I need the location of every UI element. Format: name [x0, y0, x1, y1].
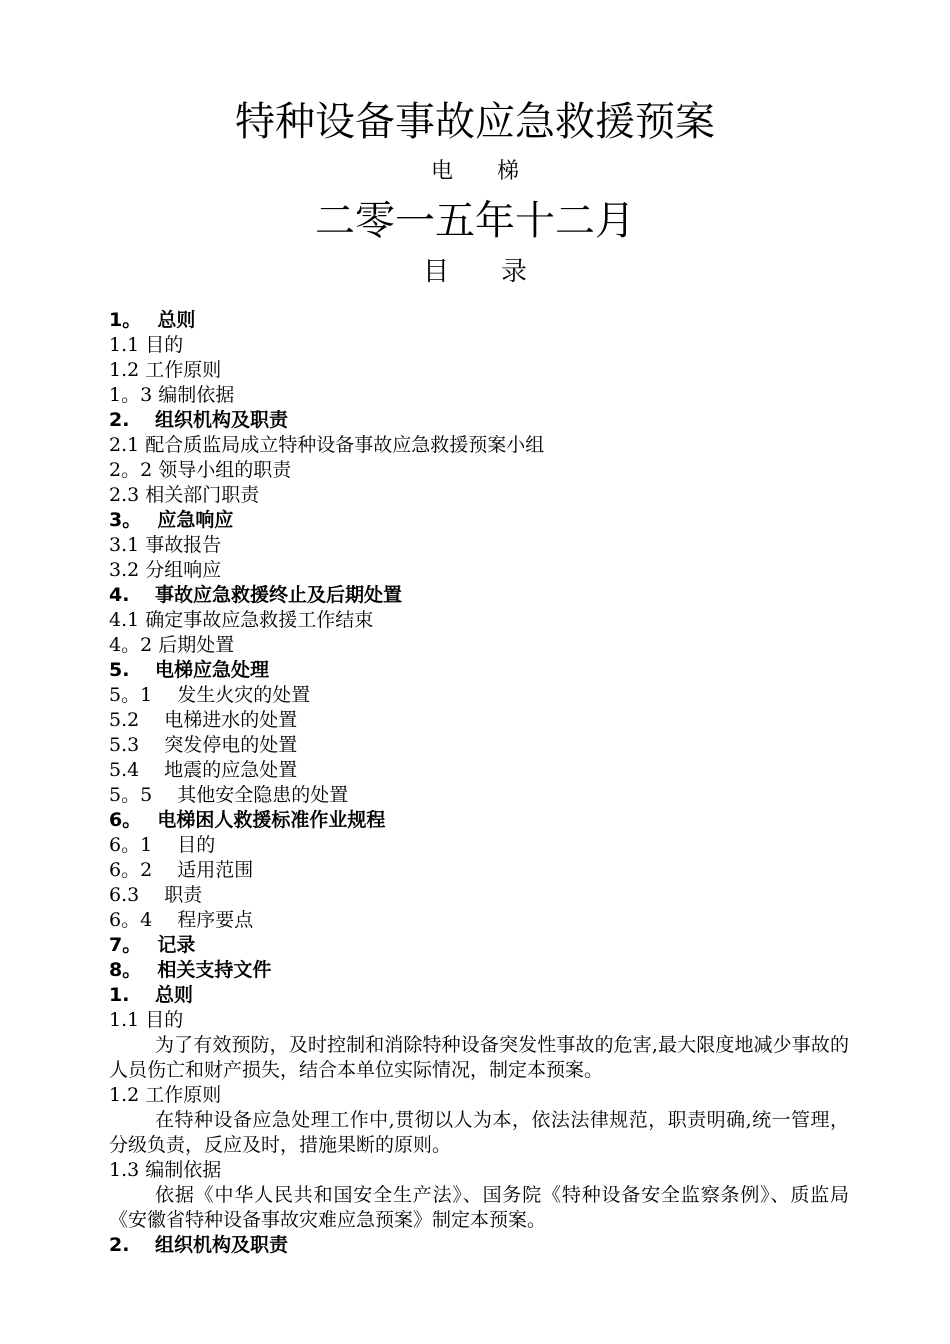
toc-entry: 3.2 分组响应 — [109, 559, 222, 581]
toc-entry: 4。2 后期处置 — [109, 634, 235, 656]
toc-entry: 4.1 确定事故应急救援工作结束 — [109, 609, 374, 631]
paragraph-1-1: 为了有效预防，及时控制和消除特种设备突发性事故的危害,最大限度地减少事故的人员伤亡和财产损失，结合本单位实际情况，制定本预案。 — [109, 1034, 849, 1081]
paragraph-1-3: 依据《中华人民共和国安全生产法》、国务院《特种设备安全监察条例》、质监局《安徽省特种设备事故灾难应急预案》制定本预案。 — [109, 1184, 849, 1231]
toc-entry: 2.3 相关部门职责 — [109, 484, 260, 506]
toc-entry: 2. 组织机构及职责 — [109, 409, 289, 431]
toc-entry: 1.2 工作原则 — [109, 359, 222, 381]
section-heading-1: 1. 总则 — [109, 984, 194, 1006]
document-date: 二零一五年十二月 — [315, 198, 635, 244]
toc-entry: 1。 总则 — [109, 309, 196, 331]
document-title: 特种设备事故应急救援预案 — [235, 99, 715, 145]
toc-entry: 1.1 目的 — [109, 334, 184, 356]
toc-entry: 3。 应急响应 — [109, 509, 234, 531]
table-of-contents — [109, 308, 849, 983]
toc-entry: 2.1 配合质监局成立特种设备事故应急救援预案小组 — [109, 434, 545, 456]
toc-entry: 6。 电梯困人救援标准作业规程 — [109, 809, 386, 831]
toc-entry: 3.1 事故报告 — [109, 534, 222, 556]
toc-entry: 2。2 领导小组的职责 — [109, 459, 292, 481]
toc-entry: 5。1 发生火灾的处置 — [109, 684, 311, 706]
toc-heading: 目 录 — [422, 257, 527, 287]
toc-entry: 5.2 电梯进水的处置 — [109, 709, 298, 731]
toc-entry: 5.4 地震的应急处置 — [109, 759, 298, 781]
toc-entry: 7。 记录 — [109, 934, 196, 956]
toc-entry: 6.3 职责 — [109, 884, 203, 906]
toc-entry: 6。4 程序要点 — [109, 909, 254, 931]
subsection-heading-1-2: 1.2 工作原则 — [109, 1084, 222, 1106]
toc-entry: 5. 电梯应急处理 — [109, 659, 270, 681]
toc-entry: 1。3 编制依据 — [109, 384, 235, 406]
toc-entry: 6。1 目的 — [109, 834, 216, 856]
toc-entry: 4. 事故应急救援终止及后期处置 — [109, 584, 403, 606]
document-content — [109, 308, 849, 1258]
section-heading-2: 2. 组织机构及职责 — [109, 1234, 289, 1256]
paragraph-1-2: 在特种设备应急处理工作中,贯彻以人为本，依法法律规范，职责明确,统一管理，分级负责，反应及时，措施果断的原则。 — [109, 1109, 849, 1156]
document-subtitle: 电 梯 — [430, 159, 519, 184]
subsection-heading-1-3: 1.3 编制依据 — [109, 1159, 222, 1181]
toc-entry: 5.3 突发停电的处置 — [109, 734, 298, 756]
toc-entry: 6。2 适用范围 — [109, 859, 254, 881]
toc-entry: 5。5 其他安全隐患的处置 — [109, 784, 349, 806]
toc-entry: 8。 相关支持文件 — [109, 959, 272, 981]
subsection-heading-1-1: 1.1 目的 — [109, 1009, 184, 1031]
